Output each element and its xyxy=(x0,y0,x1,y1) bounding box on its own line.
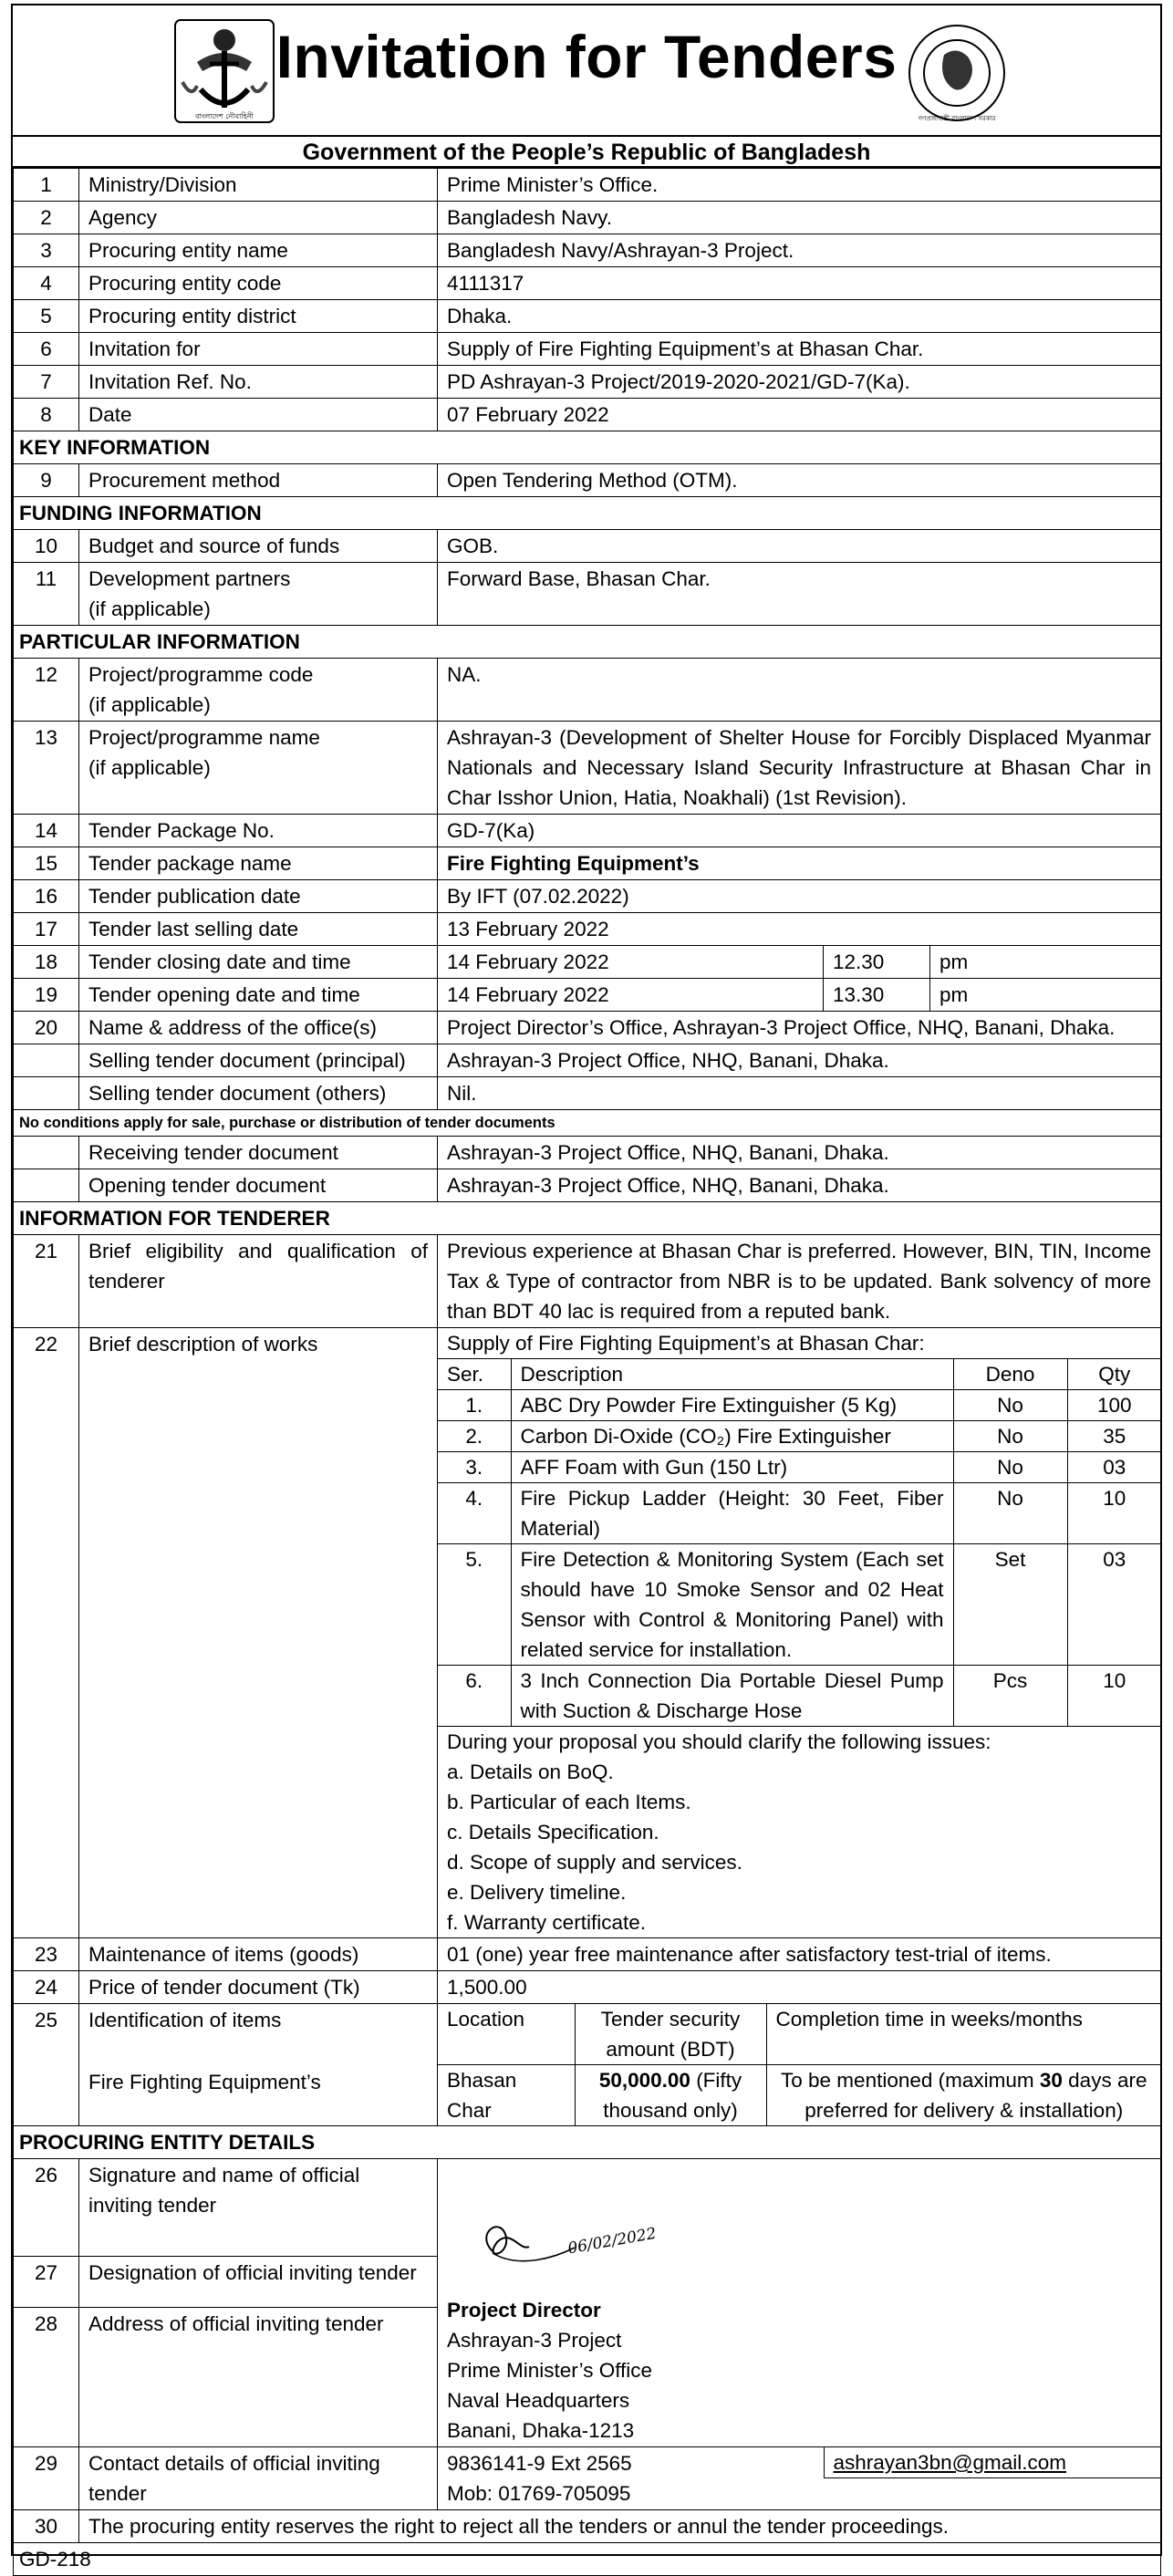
signature-title: Project Director xyxy=(447,2299,601,2322)
row-7: 7 Invitation Ref. No. PD Ashrayan-3 Project/2019-2020-2021/GD-7(Ka). xyxy=(14,366,1161,399)
tender-table xyxy=(13,168,1161,2576)
row-6: 6 Invitation for Supply of Fire Fighting Equipment’s at Bhasan Char. xyxy=(14,333,1161,366)
row-14: 14 Tender Package No. GD-7(Ka) xyxy=(14,815,1161,847)
row-10: 10 Budget and source of funds GOB. xyxy=(14,530,1161,563)
header xyxy=(13,5,1160,137)
conditions-note: No conditions apply for sale, purchase or distribution of tender documents xyxy=(14,1110,1161,1137)
row-opening: Opening tender document Ashrayan-3 Project Office, NHQ, Banani, Dhaka. xyxy=(14,1169,1161,1202)
section-funding-information: FUNDING INFORMATION xyxy=(14,497,1161,530)
government-seal-icon xyxy=(902,18,1012,128)
page-title: Invitation for Tenders xyxy=(275,23,898,90)
works-item-row: 1. ABC Dry Powder Fire Extinguisher (5 Kg) No 100 xyxy=(438,1390,1161,1421)
works-item-row: 4. Fire Pickup Ladder (Height: 30 Feet, Fiber Material) No 10 xyxy=(438,1483,1161,1544)
issue-item: c. Details Specification. xyxy=(447,1821,659,1844)
issue-item: e. Delivery timeline. xyxy=(447,1881,627,1904)
row-9: 9 Procurement method Open Tendering Method (OTM). xyxy=(14,464,1161,497)
issues-list: During your proposal you should clarify the following issues: a. Details on BoQ. b. Particular of each Items. c. Details Specification. d. Scope of supply and services. e. Delivery timeline. f. Warranty certificate. xyxy=(438,1727,1160,1937)
row-24: 24 Price of tender document (Tk) 1,500.00 xyxy=(14,1971,1161,2004)
row-5: 5 Procuring entity district Dhaka. xyxy=(14,300,1161,333)
row-20: 20 Name & address of the office(s) Project Director’s Office, Ashrayan-3 Project Office, NHQ, Banani, Dhaka. xyxy=(14,1012,1161,1044)
section-key-information: KEY INFORMATION xyxy=(14,431,1161,464)
row-15: 15 Tender package name Fire Fighting Equipment’s xyxy=(14,847,1161,880)
section-procuring-entity-details: PROCURING ENTITY DETAILS xyxy=(14,2126,1161,2159)
row-26: 26 Signature and name of official inviting tender 06/02/2022 Project Director Ashrayan-3 Project Prime Minister’s Office Naval Headquarters Banani, Dhaka-1213 xyxy=(14,2159,1161,2257)
signature-icon xyxy=(465,2197,675,2279)
row-23: 23 Maintenance of items (goods) 01 (one) year free maintenance after satisfactory test-trial of items. xyxy=(14,1938,1161,1971)
works-items-table xyxy=(438,1358,1161,1727)
row-4: 4 Procuring entity code 4111317 xyxy=(14,267,1161,300)
issue-item: b. Particular of each Items. xyxy=(447,1791,691,1813)
issue-item: a. Details on BoQ. xyxy=(447,1761,614,1783)
navy-emblem-text: বাংলাদেশ নৌবাহিনী xyxy=(195,112,254,120)
row-21: 21 Brief eligibility and qualification of tenderer Previous experience at Bhasan Char is preferred. However, BIN, TIN, Income Tax & Type of contractor from NBR is to be updated. Bank solvency of more than BDT 40 lac is required from a reputed bank. xyxy=(14,1235,1161,1328)
government-title: Government of the People’s Republic of Bangladesh xyxy=(13,137,1160,168)
row-selling-principal: Selling tender document (principal) Ashrayan-3 Project Office, NHQ, Banani, Dhaka. xyxy=(14,1044,1161,1077)
works-item-row: 3. AFF Foam with Gun (150 Ltr) No 03 xyxy=(438,1452,1161,1483)
row-11: 11 Development partners (if applicable) Forward Base, Bhasan Char. xyxy=(14,563,1161,626)
row-3: 3 Procuring entity name Bangladesh Navy/Ashrayan-3 Project. xyxy=(14,234,1161,267)
contact-email-link[interactable]: ashrayan3bn@gmail.com xyxy=(824,2447,1161,2478)
row-selling-others: Selling tender document (others) Nil. xyxy=(14,1077,1161,1110)
works-intro: Supply of Fire Fighting Equipment’s at Bhasan Char: xyxy=(447,1332,925,1355)
row-27: 27 Designation of official inviting tender xyxy=(14,2257,1161,2308)
row-28: 28 Address of official inviting tender xyxy=(14,2308,1161,2447)
works-item-row: 2. Carbon Di-Oxide (CO₂) Fire Extinguisher No 35 xyxy=(438,1421,1161,1452)
row-18: 18 Tender closing date and time 14 February 2022 12.30 pm xyxy=(14,946,1161,979)
row-17: 17 Tender last selling date 13 February 2022 xyxy=(14,913,1161,946)
row-receiving: Receiving tender document Ashrayan-3 Project Office, NHQ, Banani, Dhaka. xyxy=(14,1137,1161,1169)
row-12: 12 Project/programme code (if applicable) NA. xyxy=(14,659,1161,722)
government-seal-text: গণপ্রজাতন্ত্রী বাংলাদেশ সরকার xyxy=(918,115,996,122)
row-22: 22 Brief description of works Supply of Fire Fighting Equipment’s at Bhasan Char: Ser. Description Deno Qty 1. ABC Dry Powder Fire Extinguisher (5 Kg) No 100 2. Carbon Di-Oxide (CO₂) Fire Extinguisher No 35 3. AFF Foam with Gun (150 Ltr) No 03 4. Fire Pickup Ladder (Height: 30 Feet, Fiber Material) No 10 5. Fire Detection & Monitoring System (Each set should have 10 Smoke Sensor and 02 Heat Sensor with Control & Monitoring Panel) with related service for installation. Set 03 6. 3 Inch Connection Dia Portable Diesel Pump with Suction & Discharge Hose Pcs 10 During your proposal you should clarify the following issues: a. Details on BoQ. b. Particular of each Items. c. Details Specification. d. Scope of supply and services. e. Delivery timeline. f. Warranty certificate. xyxy=(14,1328,1161,1938)
section-information-for-tenderer: INFORMATION FOR TENDERER xyxy=(14,1202,1161,1235)
footer-code: GD-218 xyxy=(14,2543,1161,2576)
row-8: 8 Date 07 February 2022 xyxy=(14,399,1161,431)
row-25: 25 Identification of items Fire Fighting Equipment’s Location Tender security amount (BDT) Completion time in weeks/months Bhasan Char 50,000.00 (Fifty thousand only) To be mentioned (maximum 30 days are preferred for delivery & installation) xyxy=(14,2004,1161,2126)
row-16: 16 Tender publication date By IFT (07.02.2022) xyxy=(14,880,1161,913)
works-header-row: Ser. Description Deno Qty xyxy=(438,1359,1161,1390)
signature-date: 06/02/2022 xyxy=(566,2224,658,2259)
row-13: 13 Project/programme name (if applicable) Ashrayan-3 (Development of Shelter House for Forcibly Displaced Myanmar Nationals and Necessary Island Security Infrastructure at Bhasan Char in Char Isshor Union, Hatia, Noakhali) (1st Revision). xyxy=(14,722,1161,815)
row-19: 19 Tender opening date and time 14 February 2022 13.30 pm xyxy=(14,979,1161,1012)
section-particular-information: PARTICULAR INFORMATION xyxy=(14,626,1161,659)
footer-row xyxy=(14,2543,1161,2576)
issue-item: d. Scope of supply and services. xyxy=(447,1851,742,1874)
works-item-row: 5. Fire Detection & Monitoring System (Each set should have 10 Smoke Sensor and 02 Heat Sensor with Control & Monitoring Panel) with related service for installation. Set 03 xyxy=(438,1544,1161,1666)
signature xyxy=(447,2160,1151,2295)
row-30: 30 The procuring entity reserves the right to reject all the tenders or annul the tender proceedings. xyxy=(14,2510,1161,2543)
identification-table: Location Tender security amount (BDT) Completion time in weeks/months Bhasan Char 50,000.00 (Fifty thousand only) To be mentioned (maximum 30 days are preferred for delivery & installation) xyxy=(438,2004,1161,2125)
row-1: 1 Ministry/Division Prime Minister’s Office. xyxy=(14,169,1161,202)
issue-item: f. Warranty certificate. xyxy=(447,1911,646,1934)
row-29: 29 Contact details of official inviting tender 9836141-9 Ext 2565 Mob: 01769-705095 ashrayan3bn@gmail.com xyxy=(14,2447,1161,2510)
works-item-row: 6. 3 Inch Connection Dia Portable Diesel Pump with Suction & Discharge Hose Pcs 10 xyxy=(438,1666,1161,1727)
row-2: 2 Agency Bangladesh Navy. xyxy=(14,202,1161,234)
tender-notice xyxy=(11,4,1162,2571)
